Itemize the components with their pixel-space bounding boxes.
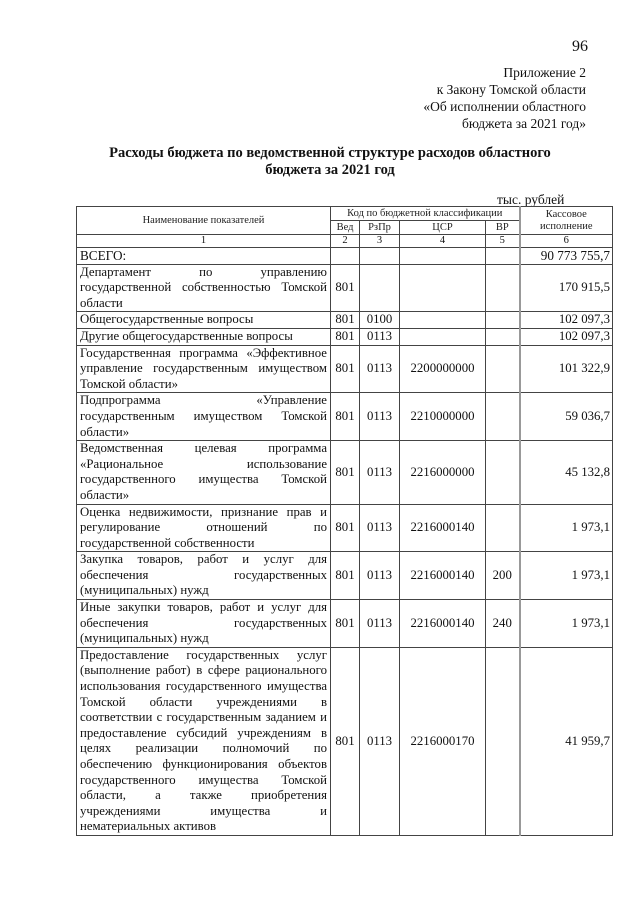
row-amount: 1 973,1 (520, 504, 613, 552)
header-amount: Кассовое исполнение (520, 207, 613, 235)
title-line: Расходы бюджета по ведомственной структуре расходов областного (109, 145, 551, 161)
row-ved: 801 (331, 504, 360, 552)
row-amount: 45 132,8 (520, 441, 613, 504)
row-vr (486, 328, 520, 345)
table-row (77, 552, 613, 600)
row-ved (331, 248, 360, 265)
row-name: ВСЕГО: (77, 248, 331, 265)
row-name: Общегосударственные вопросы (77, 312, 331, 329)
row-vr (486, 264, 520, 312)
col-number: 4 (400, 235, 486, 248)
header-csr: ЦСР (400, 221, 486, 235)
table-row-total (77, 248, 613, 265)
row-ved: 801 (331, 345, 360, 393)
table-row (77, 504, 613, 552)
row-rzpr: 0113 (360, 647, 400, 835)
row-name: Ведомственная целевая программа «Рациональное использование государственного имущества Томской области» (77, 441, 331, 504)
table-row (77, 647, 613, 835)
row-amount: 59 036,7 (520, 393, 613, 441)
row-vr: 200 (486, 552, 520, 600)
table-row (77, 393, 613, 441)
row-csr: 2216000000 (400, 441, 486, 504)
row-rzpr: 0100 (360, 312, 400, 329)
document-title (60, 145, 600, 179)
row-rzpr: 0113 (360, 328, 400, 345)
row-rzpr (360, 264, 400, 312)
row-csr: 2216000140 (400, 504, 486, 552)
col-number: 5 (486, 235, 520, 248)
row-csr: 2210000000 (400, 393, 486, 441)
row-name: Другие общегосударственные вопросы (77, 328, 331, 345)
col-number: 2 (331, 235, 360, 248)
row-ved: 801 (331, 393, 360, 441)
title-line: бюджета за 2021 год (265, 162, 395, 178)
row-csr (400, 312, 486, 329)
row-rzpr: 0113 (360, 345, 400, 393)
row-rzpr: 0113 (360, 600, 400, 648)
row-vr (486, 248, 520, 265)
appendix-line: Приложение 2 (503, 65, 586, 80)
row-csr: 2216000140 (400, 552, 486, 600)
appendix-note (423, 64, 586, 132)
table-row (77, 264, 613, 312)
header-rzpr: РзПр (360, 221, 400, 235)
appendix-line: к Закону Томской области (436, 82, 586, 97)
row-amount: 101 322,9 (520, 345, 613, 393)
row-amount: 90 773 755,7 (520, 248, 613, 265)
row-amount: 102 097,3 (520, 328, 613, 345)
row-csr (400, 328, 486, 345)
row-rzpr: 0113 (360, 393, 400, 441)
row-name: Подпрограмма «Управление государственным имуществом Томской области» (77, 393, 331, 441)
row-csr (400, 264, 486, 312)
row-csr (400, 248, 486, 265)
units-label: тыс. рублей (497, 192, 565, 207)
header-code-group: Код по бюджетной классификации (331, 207, 520, 221)
row-rzpr: 0113 (360, 504, 400, 552)
row-amount: 1 973,1 (520, 600, 613, 648)
row-vr (486, 441, 520, 504)
row-rzpr (360, 248, 400, 265)
header-name: Наименование показателей (77, 207, 331, 235)
row-name: Предоставление государственных услуг (выполнение работ) в сфере рационального использования государственного имущества Томской области учреждениями в соответствии с государственным заданием и предоставление субсидий учреждениям в целях реализации полномочий по обеспечению функционирования объектов государственного имущества Томской области, а также приобретения учреждениями имущества и нематериальных активов (77, 647, 331, 835)
row-name: Иные закупки товаров, работ и услуг для обеспечения государственных (муниципальных) нужд (77, 600, 331, 648)
row-vr (486, 345, 520, 393)
row-ved: 801 (331, 552, 360, 600)
col-number: 3 (360, 235, 400, 248)
row-vr (486, 647, 520, 835)
row-ved: 801 (331, 441, 360, 504)
table-row (77, 328, 613, 345)
col-number: 6 (520, 235, 613, 248)
header-ved: Вед (331, 221, 360, 235)
row-name: Государственная программа «Эффективное управление государственным имуществом Томской области» (77, 345, 331, 393)
row-rzpr: 0113 (360, 441, 400, 504)
table-row (77, 345, 613, 393)
table-row (77, 312, 613, 329)
row-amount: 41 959,7 (520, 647, 613, 835)
row-rzpr: 0113 (360, 552, 400, 600)
row-csr: 2200000000 (400, 345, 486, 393)
appendix-line: бюджета за 2021 год» (462, 116, 586, 131)
row-name: Оценка недвижимости, признание прав и регулирование отношений по государственной собственности (77, 504, 331, 552)
header-vr: ВР (486, 221, 520, 235)
appendix-line: «Об исполнении областного (423, 99, 586, 114)
page-number: 96 (572, 38, 588, 55)
row-ved: 801 (331, 264, 360, 312)
row-amount: 170 915,5 (520, 264, 613, 312)
row-vr (486, 393, 520, 441)
row-csr: 2216000170 (400, 647, 486, 835)
row-vr (486, 504, 520, 552)
table-row (77, 441, 613, 504)
row-name: Департамент по управлению государственной собственностью Томской области (77, 264, 331, 312)
budget-table (76, 206, 613, 836)
row-ved: 801 (331, 600, 360, 648)
row-ved: 801 (331, 312, 360, 329)
col-number: 1 (77, 235, 331, 248)
row-ved: 801 (331, 328, 360, 345)
row-csr: 2216000140 (400, 600, 486, 648)
row-ved: 801 (331, 647, 360, 835)
table-row (77, 600, 613, 648)
row-amount: 102 097,3 (520, 312, 613, 329)
row-name: Закупка товаров, работ и услуг для обеспечения государственных (муниципальных) нужд (77, 552, 331, 600)
row-amount: 1 973,1 (520, 552, 613, 600)
row-vr (486, 312, 520, 329)
row-vr: 240 (486, 600, 520, 648)
